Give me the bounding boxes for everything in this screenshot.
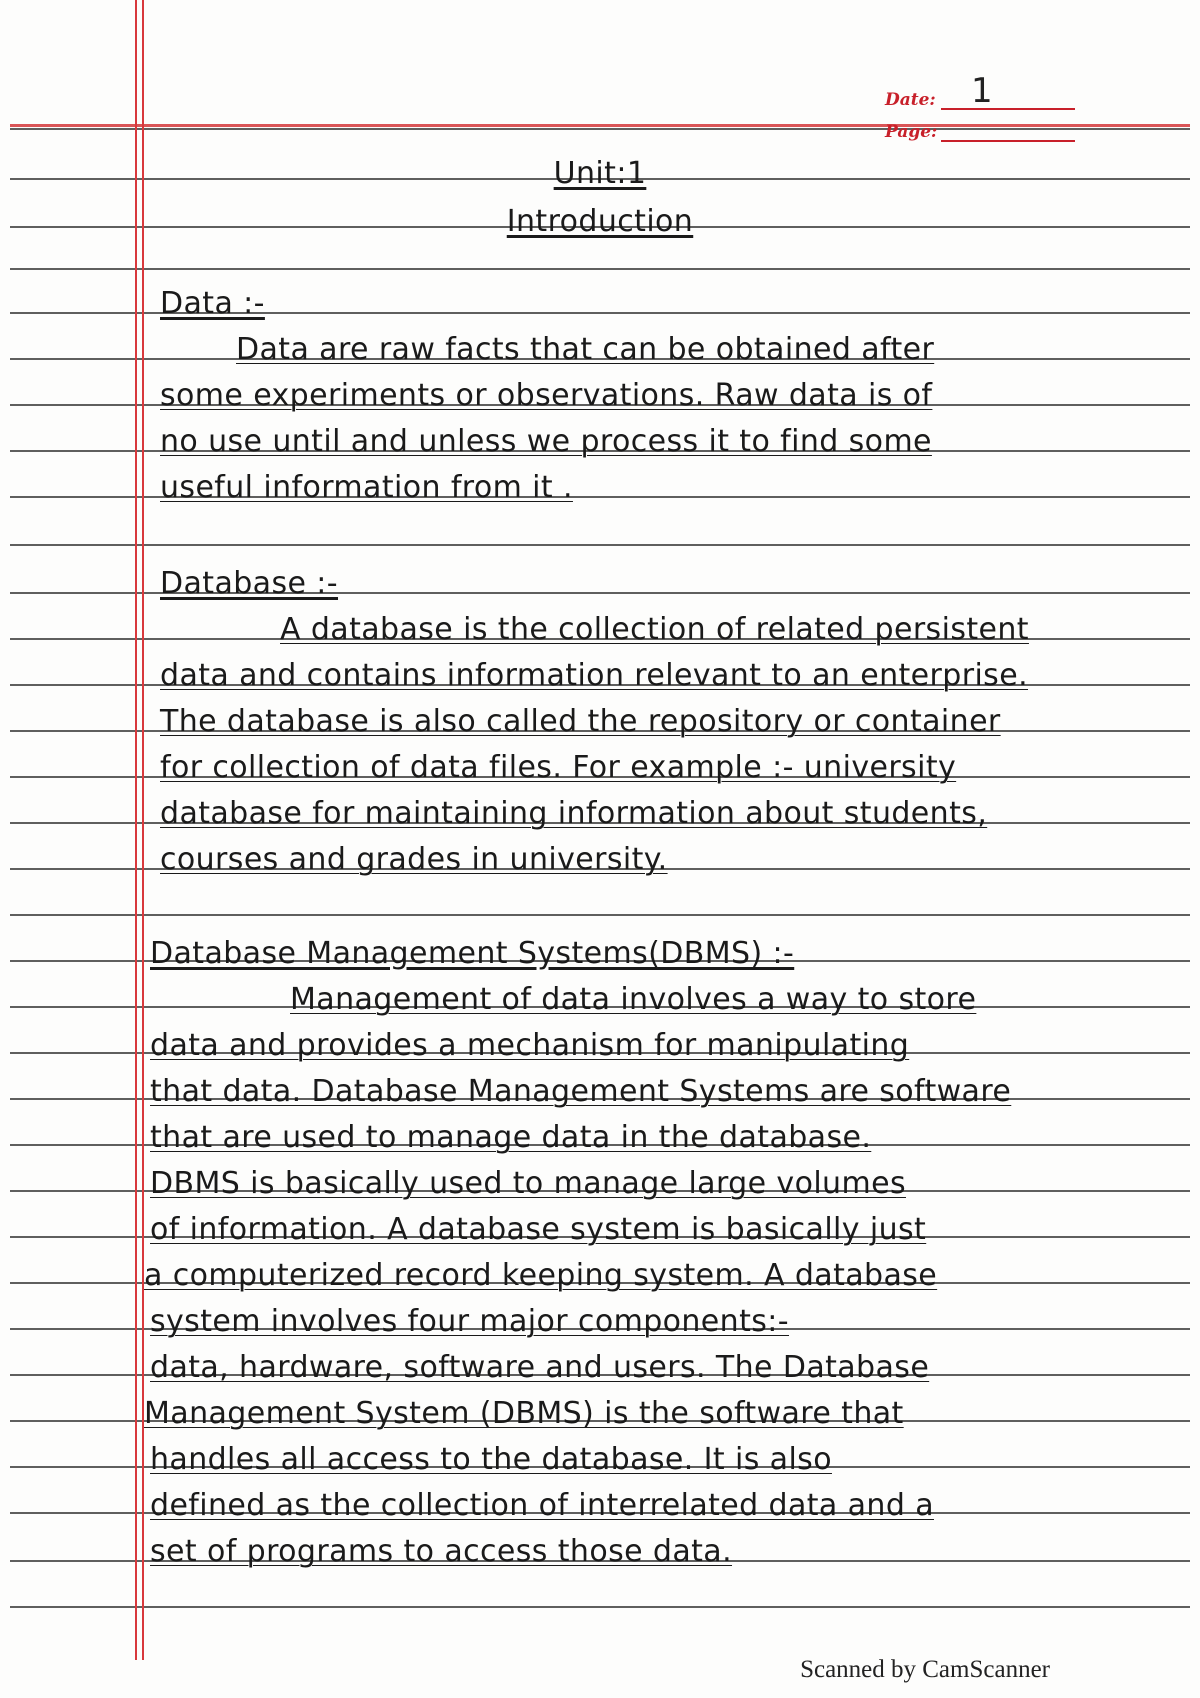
page-label: Page:	[885, 122, 938, 142]
database-line: database for maintaining information about students,	[160, 796, 988, 831]
margin-line-left	[135, 0, 137, 1660]
date-page-header	[885, 71, 1075, 142]
unit-title: Unit:1	[553, 156, 647, 191]
ruled-line	[10, 544, 1190, 546]
page-title: Introduction	[506, 204, 694, 239]
dbms-line: set of programs to access those data.	[150, 1534, 733, 1569]
data-line: some experiments or observations. Raw data is of	[160, 378, 933, 413]
page-row	[885, 110, 1075, 142]
dbms-line: that data. Database Management Systems are software	[150, 1074, 1012, 1109]
date-row	[885, 71, 1075, 111]
dbms-line: a computerized record keeping system. A database	[144, 1258, 938, 1293]
dbms-line: Management of data involves a way to store	[290, 982, 977, 1017]
page-field	[941, 118, 1075, 142]
data-line: Data are raw facts that can be obtained after	[236, 332, 935, 367]
database-heading: Database :-	[160, 566, 339, 601]
dbms-line: that are used to manage data in the database.	[150, 1120, 872, 1155]
dbms-line: of information. A database system is basically just	[150, 1212, 927, 1247]
date-value: 1	[971, 71, 993, 111]
ruled-line	[10, 1606, 1190, 1608]
database-line: data and contains information relevant to an enterprise.	[160, 658, 1029, 693]
dbms-line: handles all access to the database. It is also	[150, 1442, 832, 1477]
scanner-watermark: Scanned by CamScanner	[800, 1656, 1050, 1683]
data-line: useful information from it .	[160, 470, 573, 505]
ruled-line	[10, 914, 1190, 916]
date-field	[941, 71, 1075, 111]
dbms-line: DBMS is basically used to manage large volumes	[150, 1166, 906, 1201]
dbms-line: defined as the collection of interrelated data and a	[150, 1488, 934, 1523]
data-heading: Data :-	[160, 286, 265, 321]
database-line: The database is also called the repository or container	[160, 704, 1001, 739]
database-line: A database is the collection of related persistent	[280, 612, 1029, 647]
database-line: courses and grades in university.	[160, 842, 668, 877]
dbms-line: data, hardware, software and users. The Database	[150, 1350, 930, 1385]
dbms-line: data and provides a mechanism for manipulating	[150, 1028, 910, 1063]
dbms-heading: Database Management Systems(DBMS) :-	[150, 936, 795, 971]
database-line: for collection of data files. For example :- university	[160, 750, 957, 785]
ruled-line	[10, 268, 1190, 270]
dbms-line: system involves four major components:-	[150, 1304, 790, 1339]
data-line: no use until and unless we process it to find some	[160, 424, 932, 459]
date-label: Date:	[885, 90, 936, 110]
dbms-line: Management System (DBMS) is the software that	[144, 1396, 904, 1431]
